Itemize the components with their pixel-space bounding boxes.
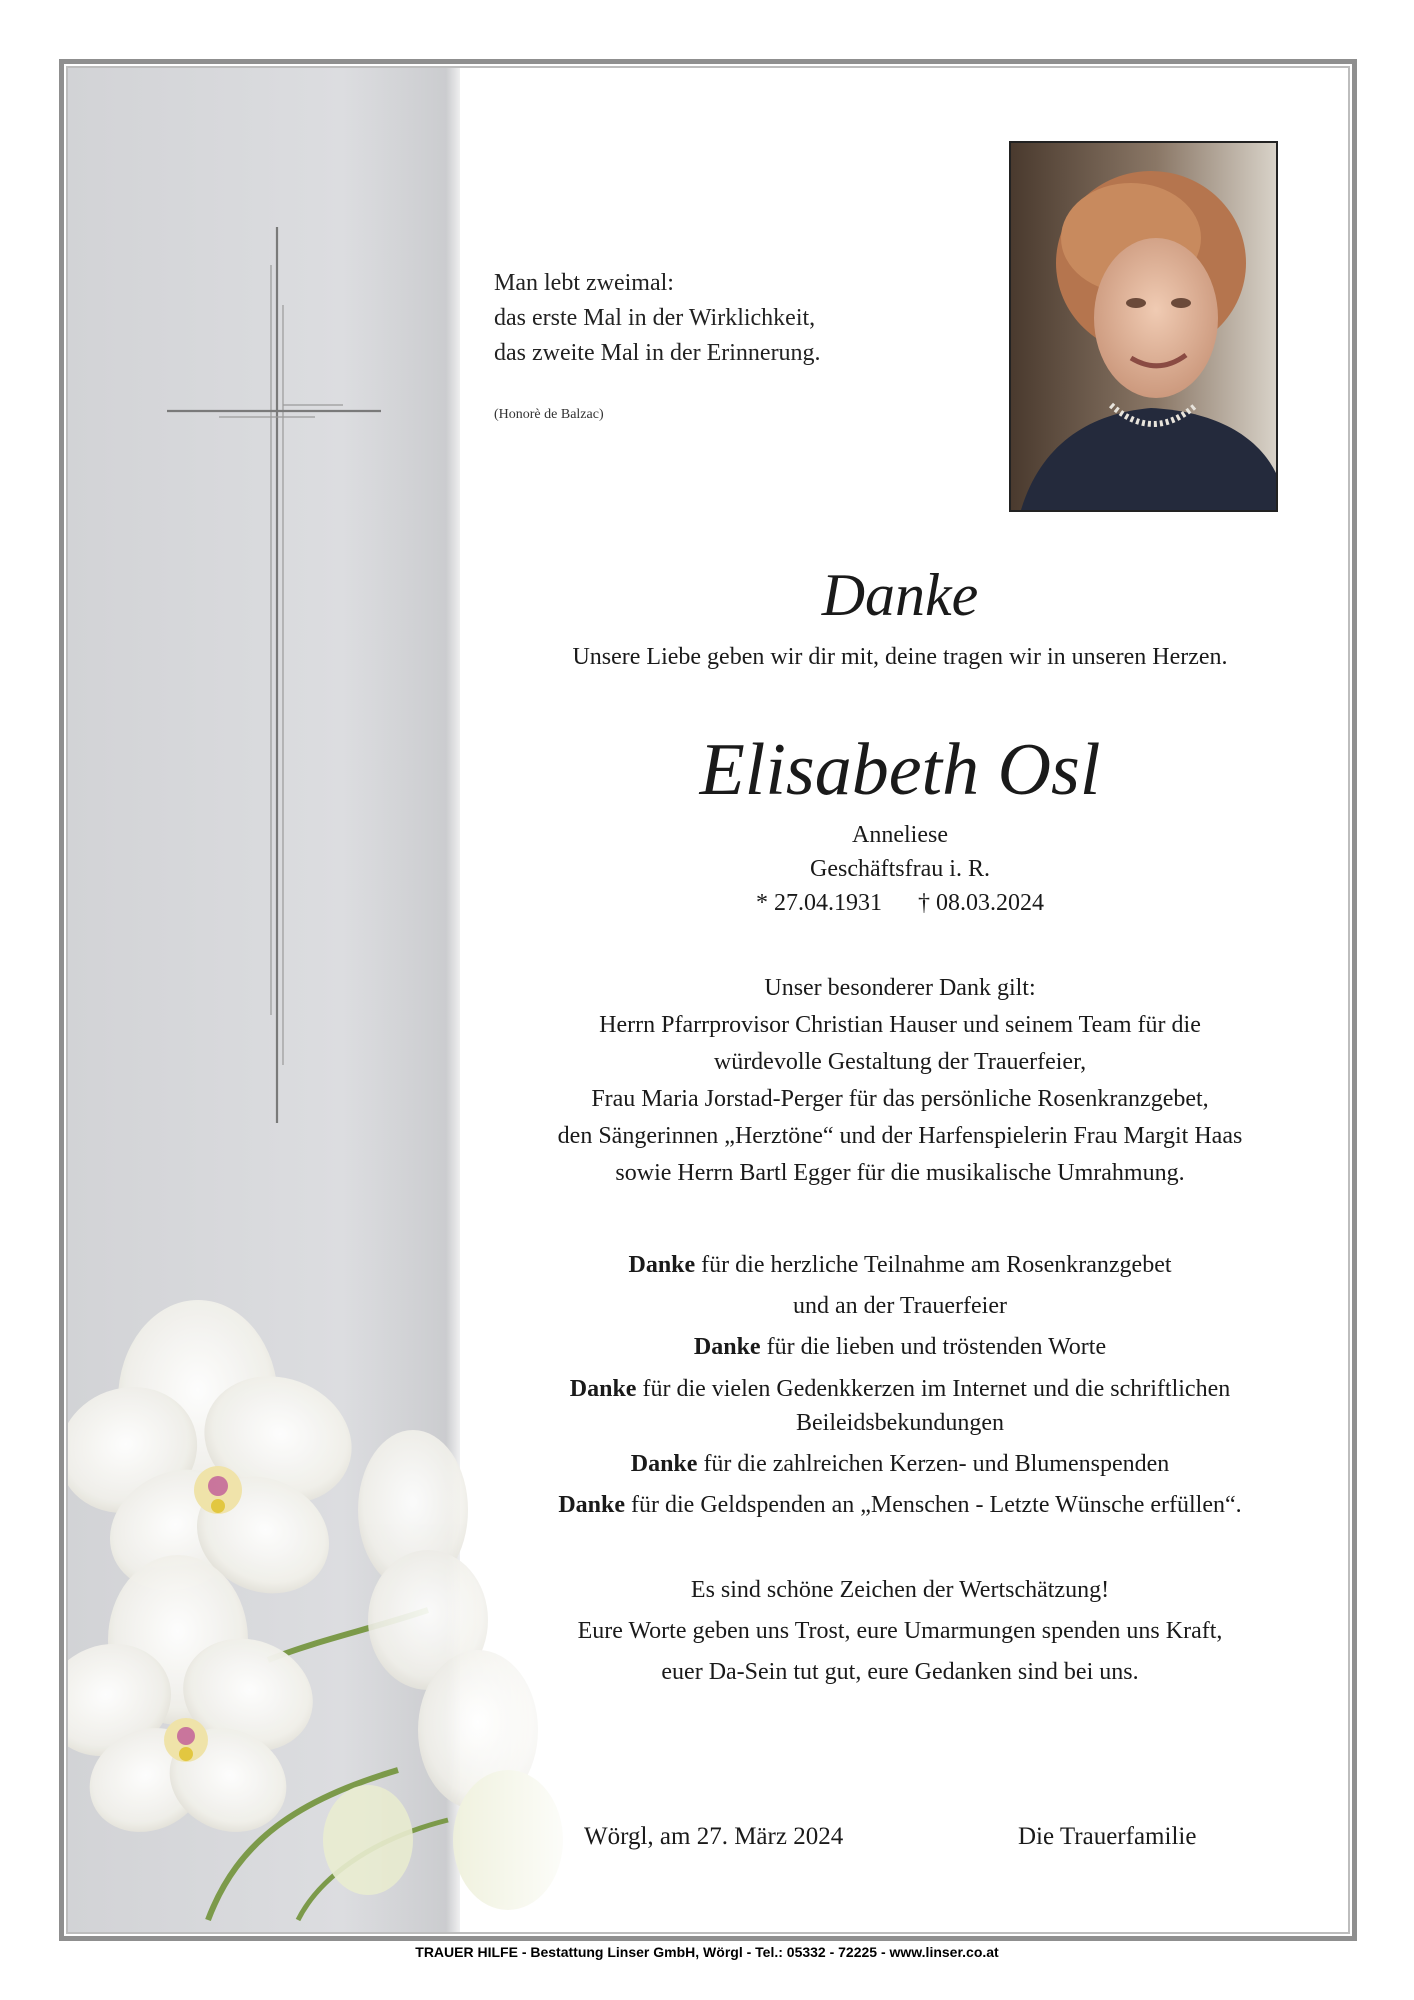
danke-item: Danke für die zahlreichen Kerzen- und Blumenspenden <box>630 1451 1170 1477</box>
quote <box>494 266 994 432</box>
danke-item: Danke für die lieben und tröstenden Worte <box>693 1334 1107 1360</box>
signature: Die Trauerfamilie <box>1018 1823 1197 1850</box>
cross-icon <box>165 225 385 1125</box>
special-thanks-line: Herrn Pfarrprovisor Christian Hauser und seinem Team für die <box>599 1012 1201 1038</box>
quote-author: (Honorè de Balzac) <box>494 407 604 422</box>
closing-line: euer Da-Sein tut gut, eure Gedanken sind bei uns. <box>661 1659 1139 1685</box>
danke-item: Danke für die Geldspenden an „Menschen - Letzte Wünsche erfüllen“. <box>558 1492 1242 1518</box>
portrait-photo <box>1009 141 1278 512</box>
danke-item: Danke für die vielen Gedenkkerzen im Internet und die schriftlichen Beileidsbekundungen <box>569 1376 1231 1436</box>
special-thanks <box>494 970 1306 1192</box>
death-date: † 08.03.2024 <box>918 890 1044 916</box>
special-thanks-line: sowie Herrn Bartl Egger für die musikalische Umrahmung. <box>615 1160 1185 1186</box>
quote-line-1: Man lebt zweimal: <box>494 270 674 296</box>
closing-line: Eure Worte geben uns Trost, eure Umarmungen spenden uns Kraft, <box>577 1618 1223 1644</box>
deceased-name: Elisabeth Osl <box>699 729 1101 811</box>
heading-danke: Danke <box>821 562 979 628</box>
closing-line: Es sind schöne Zeichen der Wertschätzung! <box>690 1577 1110 1603</box>
deceased-nickname: Anneliese <box>852 822 948 848</box>
special-thanks-heading: Unser besonderer Dank gilt: <box>764 975 1036 1001</box>
special-thanks-line: den Sängerinnen „Herztöne“ und der Harfenspielerin Frau Margit Haas <box>557 1123 1243 1149</box>
life-dates <box>494 886 1306 920</box>
danke-list <box>494 1245 1306 1526</box>
danke-item-continued: und an der Trauerfeier <box>793 1293 1007 1319</box>
special-thanks-line: würdevolle Gestaltung der Trauerfeier, <box>713 1049 1087 1075</box>
closing-text <box>494 1570 1306 1693</box>
special-thanks-line: Frau Maria Jorstad-Perger für das persönliche Rosenkranzgebet, <box>591 1086 1209 1112</box>
birth-date: * 27.04.1931 <box>756 890 882 916</box>
place-date: Wörgl, am 27. März 2024 <box>584 1823 844 1850</box>
danke-item: Danke für die herzliche Teilnahme am Rosenkranzgebet <box>628 1252 1172 1278</box>
subtitle: Unsere Liebe geben wir dir mit, deine tragen wir in unseren Herzen. <box>572 644 1228 670</box>
quote-line-2: das erste Mal in der Wirklichkeit, <box>494 305 816 331</box>
deceased-profession: Geschäftsfrau i. R. <box>810 856 990 882</box>
quote-line-3: das zweite Mal in der Erinnerung. <box>494 340 821 366</box>
footer: TRAUER HILFE - Bestattung Linser GmbH, Wörgl - Tel.: 05332 - 72225 - www.linser.co.at <box>415 1944 999 1960</box>
